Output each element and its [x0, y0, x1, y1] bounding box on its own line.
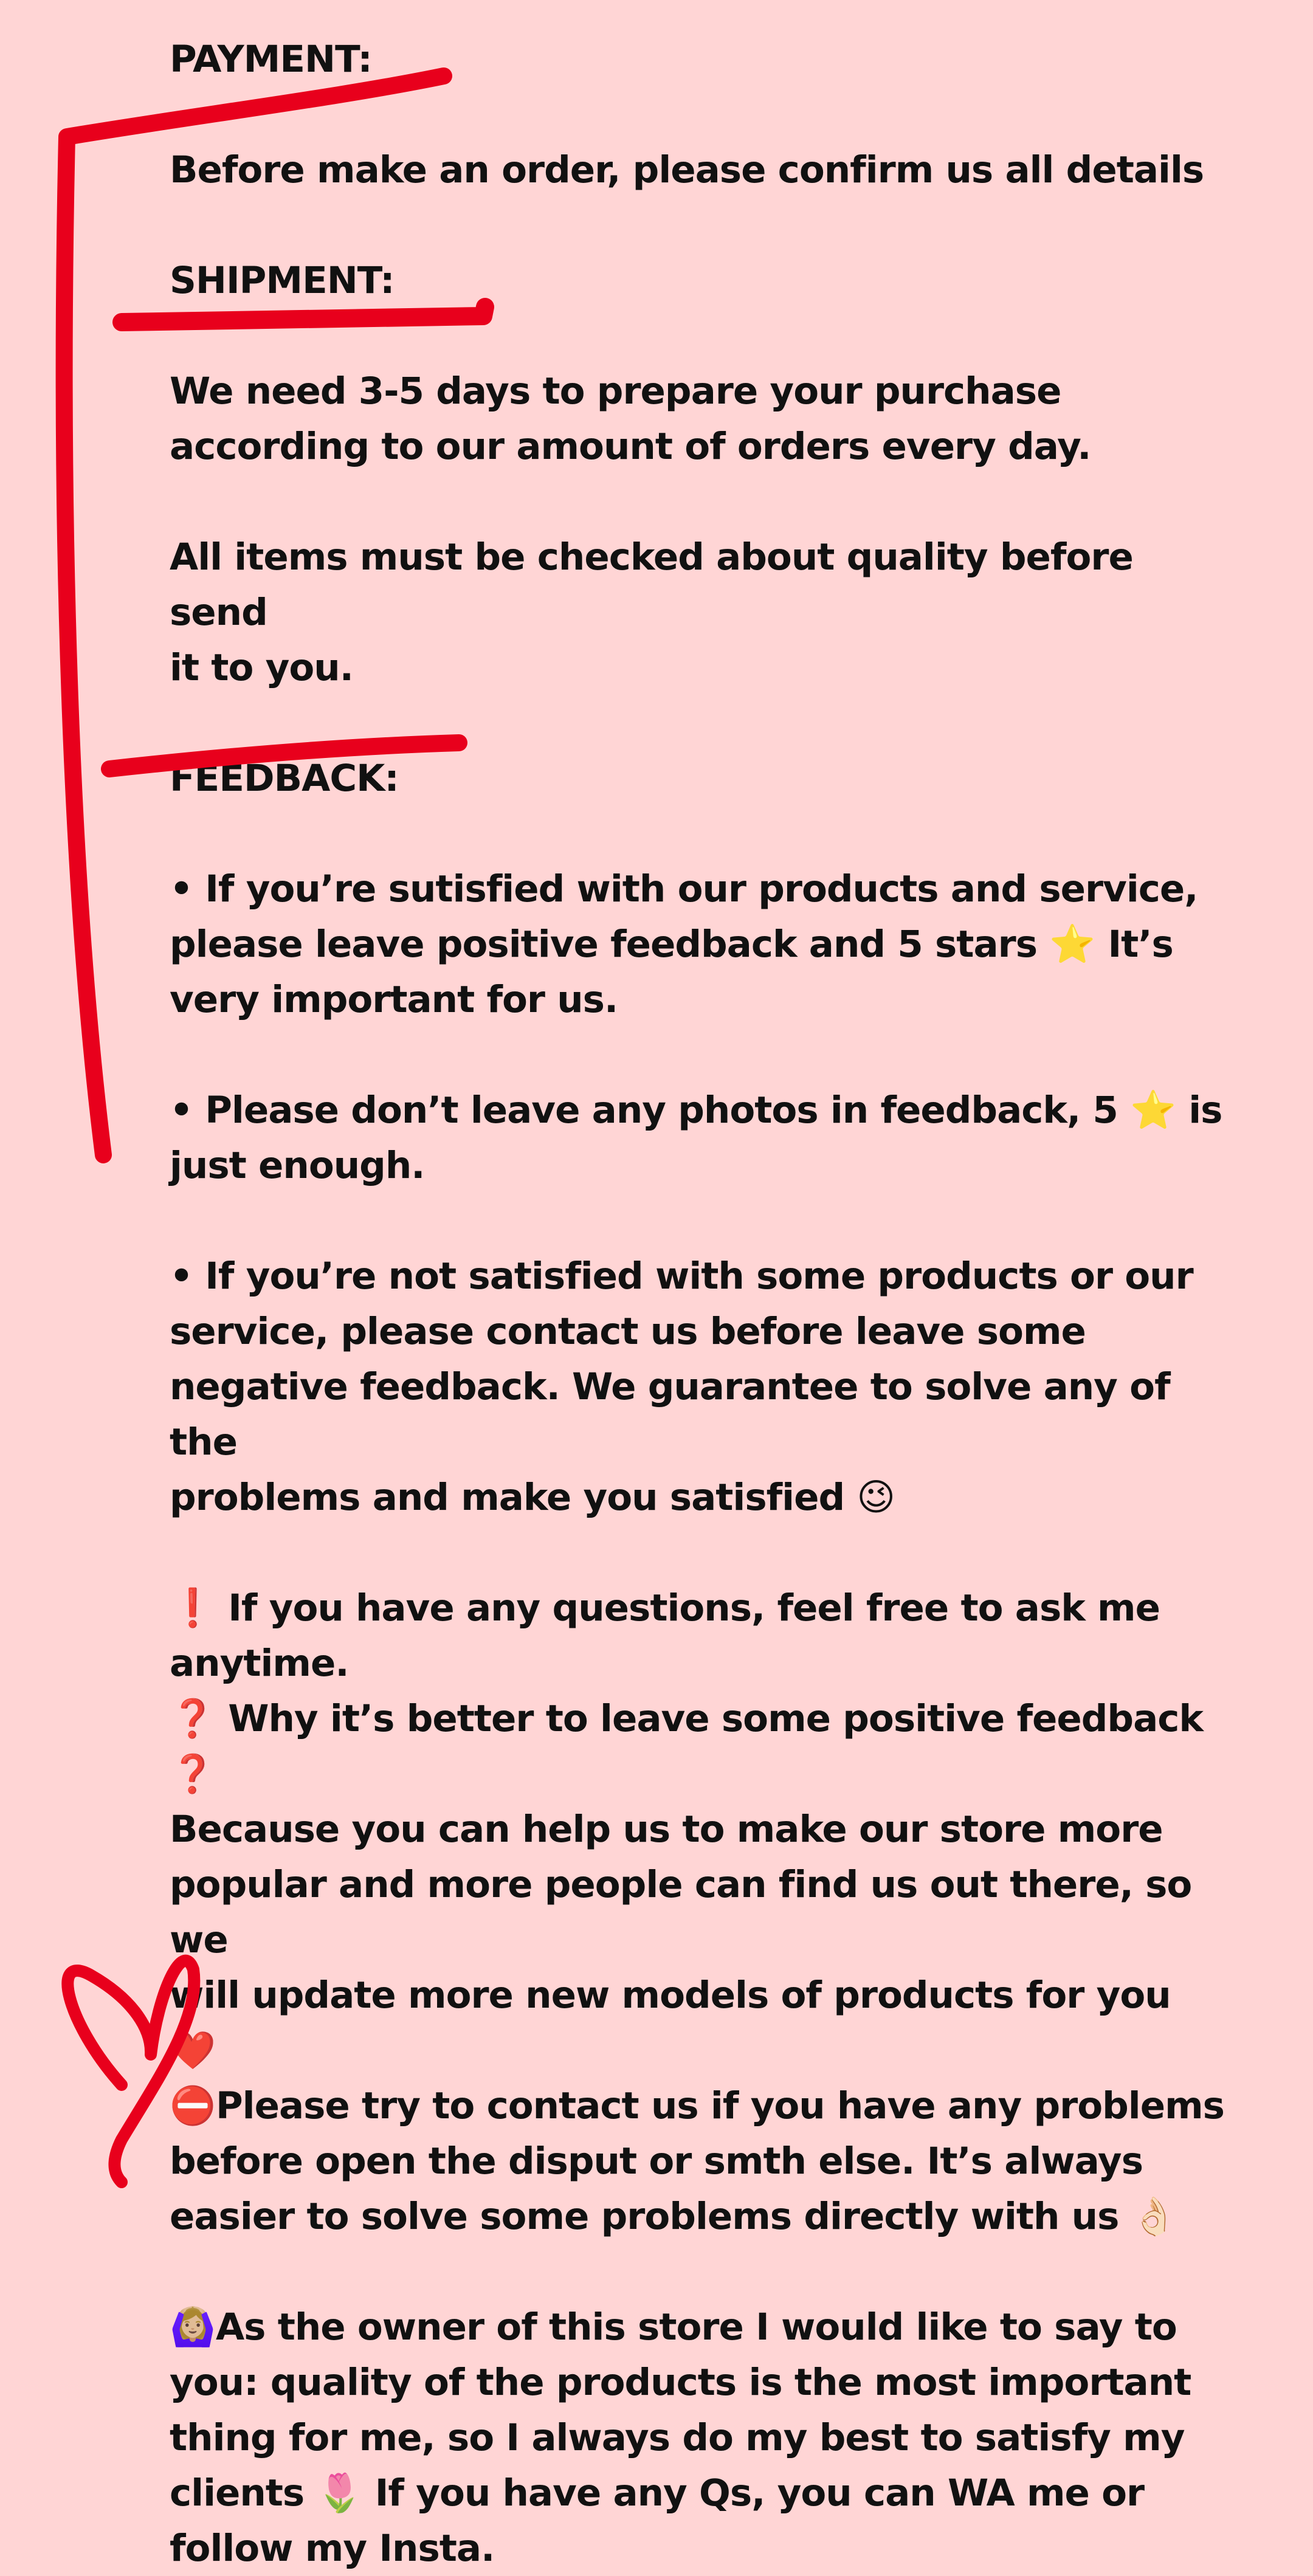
payment-text: Before make an order, please confirm us all details	[170, 148, 1204, 191]
spacer	[170, 1193, 1227, 1248]
feedback-item-2-text-b: is	[1188, 1089, 1222, 1132]
contact-text-end: easier to solve some problems directly with us	[170, 2195, 1119, 2238]
heart-icon: ❤️	[170, 2029, 216, 2072]
spacer	[170, 1525, 1227, 1580]
feedback-item-3-line-1: • If you’re not satisfied with some products or our	[170, 1255, 1193, 1298]
ok-hand-icon: 👌🏻	[1131, 2195, 1177, 2238]
no-entry-icon: ⛔	[170, 2084, 216, 2127]
owner-text-b: If you have any Qs, you can WA me or	[374, 2471, 1145, 2515]
feedback-item-1-text-a: please leave positive feedback and 5 stars	[170, 923, 1038, 966]
spacer	[170, 2244, 1227, 2299]
feedback-item-2-line-1	[170, 1083, 1227, 1138]
shipment-line-1: We need 3-5 days to prepare your purchase	[170, 370, 1061, 413]
feedback-item-3-text: problems and make you satisfied	[170, 1476, 845, 1519]
question-icon: ❓	[170, 1697, 216, 1740]
shipment-heading: SHIPMENT:	[170, 259, 395, 302]
why-line-2: Because you can help us to make our store more	[170, 1808, 1163, 1851]
feedback-item-3-line-4	[170, 1470, 1227, 1525]
quality-line-1: All items must be checked about quality before send	[170, 536, 1133, 634]
owner-line-4	[170, 2465, 1227, 2521]
owner-line-3: thing for me, so I always do my best to satisfy my	[170, 2416, 1185, 2459]
why-text-end: will update more new models of products for you	[170, 1974, 1171, 2017]
contact-line-2: before open the disput or smth else. It’s always	[170, 2140, 1143, 2183]
feedback-heading: FEEDBACK:	[170, 757, 399, 800]
owner-text: As the owner of this store I would like to say to	[215, 2306, 1177, 2349]
spacer	[170, 1027, 1227, 1083]
why-line-1	[170, 1691, 1227, 1802]
feedback-item-1-line-1: • If you’re sutisfied with our products and service,	[170, 867, 1198, 911]
star-icon: ⭐	[1130, 1089, 1177, 1132]
spacer	[170, 308, 1227, 363]
feedback-item-3-line-3: negative feedback. We guarantee to solve any of the	[170, 1365, 1170, 1464]
spacer	[170, 695, 1227, 751]
owner-text-a: clients	[170, 2471, 305, 2515]
tulip-icon: 🌷	[316, 2471, 363, 2515]
spacer	[170, 198, 1227, 253]
why-line-3: popular and more people can find us out there, so we	[170, 1863, 1192, 1961]
owner-line-5: follow my Insta.	[170, 2527, 495, 2570]
feedback-item-1-line-2	[170, 917, 1227, 972]
woman-gesturing-icon: 🙆🏼‍♀️	[170, 2306, 216, 2349]
exclamation-icon: ❗	[170, 1586, 216, 1630]
why-line-4	[170, 1968, 1227, 2078]
feedback-item-1-line-3: very important for us.	[170, 978, 618, 1021]
owner-line-2: you: quality of the products is the most important	[170, 2361, 1191, 2404]
question-icon: ❓	[170, 1752, 216, 1796]
spacer	[170, 806, 1227, 861]
feedback-item-1-text-b: It’s	[1108, 923, 1173, 966]
owner-line-1	[170, 2299, 1227, 2355]
spacer	[170, 474, 1227, 529]
shipment-line-2: according to our amount of orders every day.	[170, 425, 1091, 468]
questions-line-1	[170, 1580, 1227, 1636]
contact-text: Please try to contact us if you have any problems	[215, 2084, 1224, 2127]
store-notice	[170, 32, 1227, 2576]
spacer	[170, 87, 1227, 142]
contact-line-3	[170, 2189, 1227, 2244]
wink-icon: 😉	[856, 1476, 895, 1519]
contact-line-1	[170, 2078, 1227, 2133]
feedback-item-2-text-a: • Please don’t leave any photos in feedback, 5	[170, 1089, 1118, 1132]
feedback-item-2-line-2: just enough.	[170, 1144, 425, 1187]
questions-text: If you have any questions, feel free to ask me	[228, 1586, 1160, 1630]
feedback-item-3-line-2: service, please contact us before leave some	[170, 1310, 1086, 1353]
why-text: Why it’s better to leave some positive feedback	[228, 1697, 1203, 1740]
quality-line-2: it to you.	[170, 646, 353, 689]
star-icon: ⭐	[1049, 923, 1096, 966]
payment-heading: PAYMENT:	[170, 38, 372, 81]
questions-line-2: anytime.	[170, 1642, 349, 1685]
